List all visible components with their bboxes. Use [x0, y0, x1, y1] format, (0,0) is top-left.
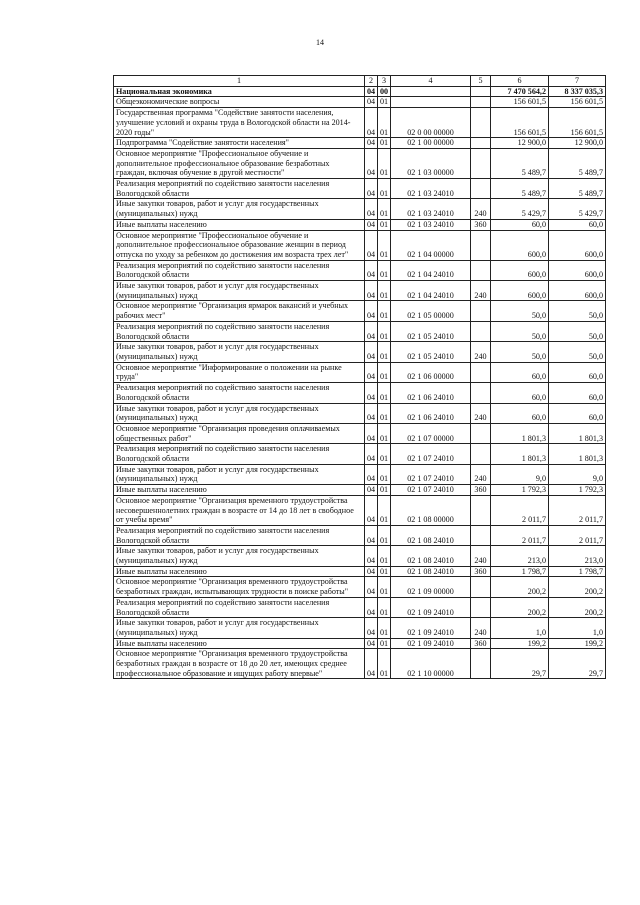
table-row: [114, 649, 606, 679]
row-expense-type: [471, 179, 491, 199]
row-subsection-code: 01: [378, 464, 391, 484]
row-section-code: 04: [365, 495, 378, 525]
row-sum-year1: 1 792,3: [491, 485, 549, 496]
row-name: Иные закупки товаров, работ и услуг для государственных (муниципальных) нужд: [114, 546, 365, 566]
row-target-article: 02 1 07 24010: [391, 485, 471, 496]
row-sum-year2: 9,0: [549, 464, 606, 484]
row-sum-year1: 60,0: [491, 383, 549, 403]
row-subsection-code: 01: [378, 301, 391, 321]
row-sum-year1: 156 601,5: [491, 108, 549, 138]
row-section-code: 04: [365, 638, 378, 649]
row-target-article: 02 1 04 24010: [391, 260, 471, 280]
row-name: Национальная экономика: [114, 86, 365, 97]
row-sum-year2: 60,0: [549, 362, 606, 382]
row-section-code: 04: [365, 108, 378, 138]
row-section-code: 04: [365, 148, 378, 178]
row-sum-year1: 1,0: [491, 618, 549, 638]
row-sum-year1: 60,0: [491, 362, 549, 382]
row-subsection-code: 01: [378, 97, 391, 108]
table-row: [114, 577, 606, 597]
row-expense-type: 360: [471, 638, 491, 649]
row-subsection-code: 01: [378, 108, 391, 138]
row-sum-year2: 5 489,7: [549, 179, 606, 199]
table-row: [114, 86, 606, 97]
table-row: [114, 301, 606, 321]
row-expense-type: [471, 86, 491, 97]
row-section-code: 04: [365, 566, 378, 577]
row-section-code: 04: [365, 485, 378, 496]
row-sum-year2: 12 900,0: [549, 138, 606, 149]
row-section-code: 04: [365, 423, 378, 443]
row-sum-year1: 600,0: [491, 230, 549, 260]
row-sum-year1: 5 489,7: [491, 179, 549, 199]
col-header-name: 1: [114, 76, 365, 87]
row-section-code: 04: [365, 281, 378, 301]
row-expense-type: [471, 423, 491, 443]
row-sum-year2: 213,0: [549, 546, 606, 566]
row-expense-type: [471, 525, 491, 545]
row-target-article: 02 1 08 24010: [391, 566, 471, 577]
header-row: [114, 76, 606, 87]
row-target-article: 02 1 06 24010: [391, 383, 471, 403]
row-name: Общеэкономические вопросы: [114, 97, 365, 108]
row-target-article: 02 1 07 24010: [391, 444, 471, 464]
table-row: [114, 464, 606, 484]
row-section-code: 04: [365, 649, 378, 679]
row-expense-type: 240: [471, 403, 491, 423]
row-subsection-code: 01: [378, 230, 391, 260]
row-section-code: 04: [365, 597, 378, 617]
row-subsection-code: 00: [378, 86, 391, 97]
row-expense-type: 240: [471, 281, 491, 301]
table-row: [114, 423, 606, 443]
row-sum-year2: 5 429,7: [549, 199, 606, 219]
row-name: Основное мероприятие "Информирование о положении на рынке труда": [114, 362, 365, 382]
row-subsection-code: 01: [378, 148, 391, 178]
row-target-article: 02 0 00 00000: [391, 108, 471, 138]
table-row: [114, 321, 606, 341]
table-body: [114, 86, 606, 679]
row-name: Иные закупки товаров, работ и услуг для государственных (муниципальных) нужд: [114, 281, 365, 301]
row-section-code: 04: [365, 219, 378, 230]
row-sum-year2: 50,0: [549, 301, 606, 321]
row-sum-year2: 600,0: [549, 260, 606, 280]
row-subsection-code: 01: [378, 362, 391, 382]
table-row: [114, 260, 606, 280]
row-subsection-code: 01: [378, 321, 391, 341]
row-target-article: 02 1 03 24010: [391, 179, 471, 199]
row-section-code: 04: [365, 383, 378, 403]
row-subsection-code: 01: [378, 495, 391, 525]
row-expense-type: [471, 260, 491, 280]
row-name: Иные выплаты населению: [114, 219, 365, 230]
row-section-code: 04: [365, 199, 378, 219]
row-name: Основное мероприятие "Организация проведения оплачиваемых общественных работ": [114, 423, 365, 443]
row-expense-type: [471, 97, 491, 108]
row-sum-year2: 1 801,3: [549, 423, 606, 443]
row-subsection-code: 01: [378, 618, 391, 638]
row-target-article: 02 1 03 00000: [391, 148, 471, 178]
row-expense-type: [471, 138, 491, 149]
row-section-code: 04: [365, 464, 378, 484]
row-expense-type: 240: [471, 342, 491, 362]
table-row: [114, 485, 606, 496]
table-row: [114, 618, 606, 638]
row-expense-type: [471, 383, 491, 403]
row-subsection-code: 01: [378, 597, 391, 617]
row-expense-type: [471, 301, 491, 321]
table-row: [114, 97, 606, 108]
row-expense-type: [471, 577, 491, 597]
row-sum-year2: 200,2: [549, 577, 606, 597]
row-name: Реализация мероприятий по содействию занятости населения Вологодской области: [114, 260, 365, 280]
table-row: [114, 281, 606, 301]
row-subsection-code: 01: [378, 403, 391, 423]
row-subsection-code: 01: [378, 383, 391, 403]
row-subsection-code: 01: [378, 638, 391, 649]
row-subsection-code: 01: [378, 281, 391, 301]
row-subsection-code: 01: [378, 260, 391, 280]
row-name: Иные закупки товаров, работ и услуг для государственных (муниципальных) нужд: [114, 403, 365, 423]
table-row: [114, 383, 606, 403]
row-name: Реализация мероприятий по содействию занятости населения Вологодской области: [114, 525, 365, 545]
row-target-article: 02 1 05 24010: [391, 321, 471, 341]
row-sum-year2: 1,0: [549, 618, 606, 638]
col-header-sum-year2: 7: [549, 76, 606, 87]
row-name: Реализация мероприятий по содействию занятости населения Вологодской области: [114, 179, 365, 199]
row-sum-year1: 9,0: [491, 464, 549, 484]
row-sum-year2: 1 792,3: [549, 485, 606, 496]
row-target-article: 02 1 09 24010: [391, 618, 471, 638]
table-row: [114, 638, 606, 649]
row-target-article: 02 1 05 00000: [391, 301, 471, 321]
row-section-code: 04: [365, 179, 378, 199]
table-row: [114, 403, 606, 423]
row-name: Реализация мероприятий по содействию занятости населения Вологодской области: [114, 597, 365, 617]
row-expense-type: 240: [471, 199, 491, 219]
row-name: Основное мероприятие "Организация ярмарок вакансий и учебных рабочих мест": [114, 301, 365, 321]
row-sum-year2: 199,2: [549, 638, 606, 649]
row-target-article: [391, 86, 471, 97]
row-target-article: 02 1 04 24010: [391, 281, 471, 301]
row-sum-year2: 600,0: [549, 230, 606, 260]
row-subsection-code: 01: [378, 566, 391, 577]
row-name: Иные выплаты населению: [114, 485, 365, 496]
row-sum-year1: 2 011,7: [491, 525, 549, 545]
row-target-article: 02 1 08 24010: [391, 525, 471, 545]
col-header-expense-type: 5: [471, 76, 491, 87]
col-header-subsection: 3: [378, 76, 391, 87]
row-sum-year2: 1 801,3: [549, 444, 606, 464]
row-name: Основное мероприятие "Организация временного трудоустройства несовершеннолетних граждан в возрасте от 14 до 18 лет в свободное от учебы время": [114, 495, 365, 525]
row-expense-type: [471, 495, 491, 525]
budget-table: [113, 75, 606, 679]
row-sum-year1: 200,2: [491, 597, 549, 617]
row-expense-type: 360: [471, 485, 491, 496]
row-sum-year1: 7 470 564,2: [491, 86, 549, 97]
row-sum-year2: 5 489,7: [549, 148, 606, 178]
table-row: [114, 230, 606, 260]
row-sum-year1: 50,0: [491, 342, 549, 362]
row-target-article: 02 1 07 00000: [391, 423, 471, 443]
table-row: [114, 566, 606, 577]
row-name: Иные закупки товаров, работ и услуг для государственных (муниципальных) нужд: [114, 342, 365, 362]
table-row: [114, 525, 606, 545]
row-name: Иные закупки товаров, работ и услуг для государственных (муниципальных) нужд: [114, 618, 365, 638]
row-section-code: 04: [365, 342, 378, 362]
row-subsection-code: 01: [378, 525, 391, 545]
row-section-code: 04: [365, 230, 378, 260]
row-sum-year1: 156 601,5: [491, 97, 549, 108]
col-header-sum-year1: 6: [491, 76, 549, 87]
row-sum-year2: 156 601,5: [549, 108, 606, 138]
row-target-article: [391, 97, 471, 108]
row-section-code: 04: [365, 525, 378, 545]
row-subsection-code: 01: [378, 199, 391, 219]
row-sum-year1: 50,0: [491, 301, 549, 321]
row-sum-year2: 200,2: [549, 597, 606, 617]
row-sum-year1: 213,0: [491, 546, 549, 566]
row-subsection-code: 01: [378, 138, 391, 149]
row-expense-type: 360: [471, 219, 491, 230]
row-section-code: 04: [365, 618, 378, 638]
row-expense-type: 240: [471, 464, 491, 484]
row-subsection-code: 01: [378, 485, 391, 496]
row-subsection-code: 01: [378, 219, 391, 230]
row-expense-type: 240: [471, 618, 491, 638]
row-name: Основное мероприятие "Организация временного трудоустройства безработных граждан, испытывающих трудности в поиске работы": [114, 577, 365, 597]
row-expense-type: 360: [471, 566, 491, 577]
row-expense-type: [471, 362, 491, 382]
row-subsection-code: 01: [378, 444, 391, 464]
row-target-article: 02 1 09 00000: [391, 577, 471, 597]
col-header-target-article: 4: [391, 76, 471, 87]
row-target-article: 02 1 08 00000: [391, 495, 471, 525]
row-sum-year1: 60,0: [491, 219, 549, 230]
row-name: Реализация мероприятий по содействию занятости населения Вологодской области: [114, 321, 365, 341]
table-row: [114, 108, 606, 138]
table-row: [114, 597, 606, 617]
table-row: [114, 199, 606, 219]
row-sum-year2: 2 011,7: [549, 525, 606, 545]
row-section-code: 04: [365, 321, 378, 341]
row-sum-year2: 29,7: [549, 649, 606, 679]
page-number: 14: [316, 38, 324, 47]
row-target-article: 02 1 03 24010: [391, 199, 471, 219]
row-sum-year1: 199,2: [491, 638, 549, 649]
row-target-article: 02 1 07 24010: [391, 464, 471, 484]
row-subsection-code: 01: [378, 179, 391, 199]
row-section-code: 04: [365, 444, 378, 464]
row-target-article: 02 1 04 00000: [391, 230, 471, 260]
col-header-section: 2: [365, 76, 378, 87]
table-row: [114, 444, 606, 464]
row-sum-year2: 50,0: [549, 342, 606, 362]
table-row: [114, 342, 606, 362]
table-row: [114, 219, 606, 230]
row-sum-year2: 60,0: [549, 403, 606, 423]
row-expense-type: [471, 230, 491, 260]
table-row: [114, 179, 606, 199]
row-sum-year2: 2 011,7: [549, 495, 606, 525]
row-sum-year1: 60,0: [491, 403, 549, 423]
row-subsection-code: 01: [378, 577, 391, 597]
row-name: Иные выплаты населению: [114, 566, 365, 577]
row-sum-year1: 1 801,3: [491, 444, 549, 464]
table-row: [114, 362, 606, 382]
row-expense-type: [471, 444, 491, 464]
row-sum-year1: 600,0: [491, 260, 549, 280]
row-expense-type: [471, 148, 491, 178]
row-name: Государственная программа "Содействие занятости населения, улучшение условий и охраны труда в Вологодской области на 2014-2020 годы": [114, 108, 365, 138]
table-row: [114, 138, 606, 149]
row-name: Иные выплаты населению: [114, 638, 365, 649]
row-name: Основное мероприятие "Профессиональное обучение и дополнительное профессиональное образование безработных граждан, включая обучение в другой местности": [114, 148, 365, 178]
row-sum-year1: 50,0: [491, 321, 549, 341]
row-target-article: 02 1 09 24010: [391, 638, 471, 649]
row-sum-year2: 50,0: [549, 321, 606, 341]
row-expense-type: [471, 649, 491, 679]
row-target-article: 02 1 08 24010: [391, 546, 471, 566]
row-sum-year2: 1 798,7: [549, 566, 606, 577]
row-sum-year2: 600,0: [549, 281, 606, 301]
row-sum-year1: 1 801,3: [491, 423, 549, 443]
row-section-code: 04: [365, 97, 378, 108]
row-section-code: 04: [365, 403, 378, 423]
row-section-code: 04: [365, 86, 378, 97]
row-expense-type: [471, 108, 491, 138]
row-name: Иные закупки товаров, работ и услуг для государственных (муниципальных) нужд: [114, 199, 365, 219]
row-section-code: 04: [365, 138, 378, 149]
row-subsection-code: 01: [378, 649, 391, 679]
row-sum-year1: 5 429,7: [491, 199, 549, 219]
table-row: [114, 495, 606, 525]
row-target-article: 02 1 06 24010: [391, 403, 471, 423]
row-expense-type: 240: [471, 546, 491, 566]
row-target-article: 02 1 03 24010: [391, 219, 471, 230]
row-section-code: 04: [365, 260, 378, 280]
row-sum-year2: 156 601,5: [549, 97, 606, 108]
table-row: [114, 546, 606, 566]
row-sum-year1: 29,7: [491, 649, 549, 679]
row-subsection-code: 01: [378, 342, 391, 362]
row-target-article: 02 1 05 24010: [391, 342, 471, 362]
row-target-article: 02 1 09 24010: [391, 597, 471, 617]
row-section-code: 04: [365, 546, 378, 566]
row-sum-year2: 8 337 035,3: [549, 86, 606, 97]
row-subsection-code: 01: [378, 423, 391, 443]
row-name: Основное мероприятие "Организация временного трудоустройства безработных граждан в возрасте от 18 до 20 лет, имеющих среднее профессиональное образование и ищущих работу впервые": [114, 649, 365, 679]
row-name: Реализация мероприятий по содействию занятости населения Вологодской области: [114, 383, 365, 403]
row-target-article: 02 1 00 00000: [391, 138, 471, 149]
row-section-code: 04: [365, 301, 378, 321]
row-sum-year1: 5 489,7: [491, 148, 549, 178]
row-target-article: 02 1 06 00000: [391, 362, 471, 382]
row-name: Иные закупки товаров, работ и услуг для государственных (муниципальных) нужд: [114, 464, 365, 484]
row-expense-type: [471, 321, 491, 341]
row-name: Подпрограмма "Содействие занятости населения": [114, 138, 365, 149]
row-expense-type: [471, 597, 491, 617]
row-section-code: 04: [365, 362, 378, 382]
row-sum-year1: 600,0: [491, 281, 549, 301]
row-sum-year2: 60,0: [549, 219, 606, 230]
row-sum-year1: 2 011,7: [491, 495, 549, 525]
table-row: [114, 148, 606, 178]
row-sum-year2: 60,0: [549, 383, 606, 403]
row-sum-year1: 200,2: [491, 577, 549, 597]
row-section-code: 04: [365, 577, 378, 597]
row-sum-year1: 1 798,7: [491, 566, 549, 577]
row-name: Основное мероприятие "Профессиональное обучение и дополнительное профессиональное образование женщин в период отпуска по уходу за ребенком до достижения им возраста трех лет": [114, 230, 365, 260]
row-target-article: 02 1 10 00000: [391, 649, 471, 679]
row-sum-year1: 12 900,0: [491, 138, 549, 149]
row-name: Реализация мероприятий по содействию занятости населения Вологодской области: [114, 444, 365, 464]
row-subsection-code: 01: [378, 546, 391, 566]
